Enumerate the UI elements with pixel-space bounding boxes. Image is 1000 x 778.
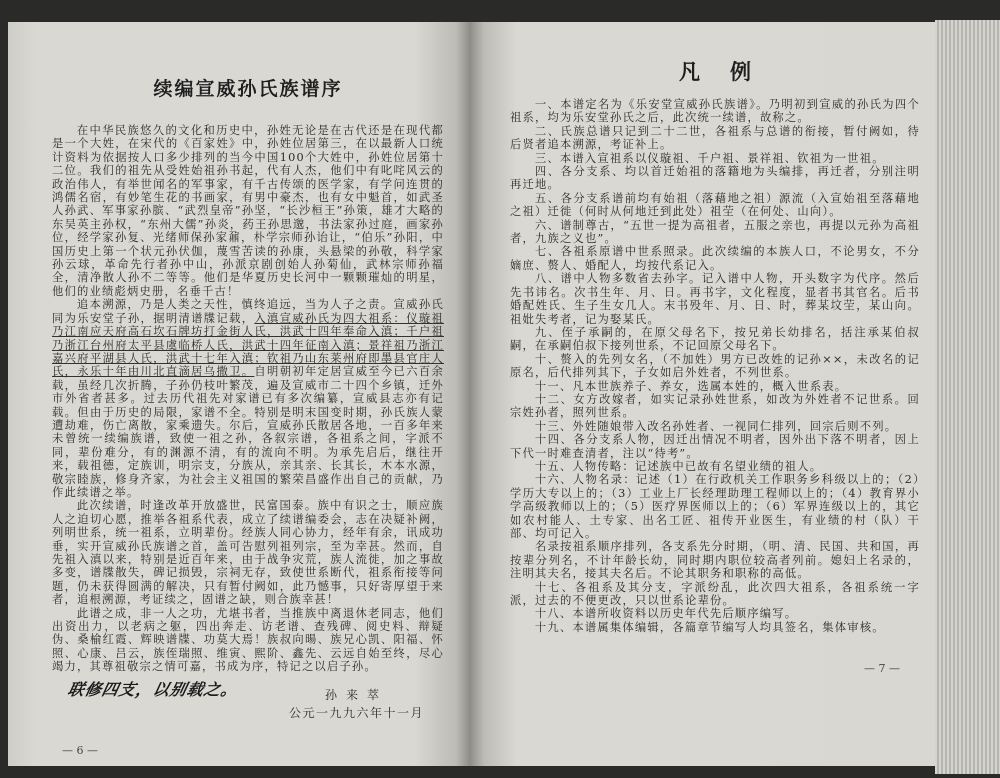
convention-item: 十一、凡本世族养子、养女，选属本姓的，概入世系表。 [534,379,848,393]
paragraph [52,298,444,499]
convention-item: 十、赘入的先列女名，（不加姓）男方已改姓的记孙××，未改名的记原名，后代排列其下，子女如启外姓者，不列世系。 [510,352,920,380]
convention-item: 十八、本谱所收资料以历史年代先后顺序编写。 [534,607,798,621]
paragraph: 在中华民族悠久的文化和历史中，孙姓无论是在古代还是在现代都是一个大姓，在宋代的《百家姓》中，孙姓位居第三，在以最新人口统计资料为依据按人口多少排列的当今中国100个大姓中，孙姓位居第十二位。我们的祖先从受姓始祖孙书起，代有人杰，他们中有叱咤风云的政治伟人，有举世闻名的军事家，有千古传颂的医学家，有学问连贯的鸿儒名宿，有妙笔生花的书画家，有男中豪杰，也有女中魁首，如武圣人孙武、军事家孙膑、“武烈皇帝”孙坚，“长沙桓王”孙策，雄才大略的东吴英主孙权，“东州大儒”孙炎，药王孙思邈，书法家孙过庭，画家孙位，经学家孙复、光绪师保孙家鼐，朴学宗师孙诒让，“伯乐”孙阳，中国历史上第一个状元孙伏伽，蔑雪苦读的孙康，头悬梁的孙敬，科学家孙云球，革命先行者孙中山，孙派京剧创始人孙菊仙，武林宗师孙福全，清净散人孙不二等等。他们是华夏历史长河中一颗颗璀灿的明星，他们的业绩彪炳史册，名垂千古！ [52,124,444,298]
sign-off [289,680,444,722]
convention-item: 九、侄子承嗣的，在原父母名下，按兄弟长幼排名，括注承某伯叔嗣，在承嗣伯叔下接列世系，不记回原父母名下。 [510,325,920,353]
convention-item: 五、各分支系谱前均有始祖（落藉地之祖）源流（入宣始祖至落藉地之祖）迁徙（何时从何地迁到此处）祖茔（在何处、山向）。 [510,191,920,219]
author-name: 孙来萃 [324,687,388,702]
right-page-content [510,58,920,690]
underlined-text: 入滇宣威孙氏为四大祖系：仪璇祖乃江南应天府高石坎石牌坊打金街人氏，洪武十四年奉命入滇；千户祖乃浙江台州府太平县虞临桥人氏，洪武十四年征南入滇；景祥祖乃浙江嘉兴府平湖县人氏，洪武十七年入滇；钦祖乃山东莱州府即墨县官庄人氏，永乐十年由川北直滴居乌撒卫。 [52,311,444,379]
signature-row [52,680,444,722]
convention-item: 一、本谱定名为《乐安堂宣威孙氏族谱》。乃明初到宣威的孙氏为四个祖系，均为乐安堂孙氏之后，此次统一续谱，故称之。 [510,98,920,125]
convention-item: 十五、人物传略：记述族中已故有名望业绩的祖人。 [534,459,823,473]
date: 公元一九九六年十一月 [288,705,424,720]
convention-item: 八、谱中人物多数省去孙字。记入谱中人物，开头数字为代序。然后先书讳名。次书生年、月、日。再书字，文化程度，显者书其官名。后书婚配姓氏、生子生女几人。末书殁年、月、日、时，葬某坟茔，某山向。祖妣失考者，记为娶某氏。 [510,272,920,326]
convention-item: 七、各祖系原谱中世系照录。此次续编的本族人口，不论男女，不分嫡庶、赘人、婚配人，均按代系记入。 [510,245,920,272]
preface-title: 续编宣威孙氏族谱序 [153,78,343,100]
paragraph-text: 追本溯源，乃是人类之天性，慎终追远，当为人子之责。宣威孙氏同为乐安堂子孙，据明清谱牒记载， [52,298,444,325]
convention-item: 十四、各分支系人物，因迁出情况不明者，因外出下落不明者，因上下代一时难查清者，注以“待考”。 [510,433,920,460]
convention-item: 二、氏族总谱只记到二十二世，各祖系与总谱的衔接，暂付阙如，待后贤者追本溯源，考证补上。 [510,124,920,152]
convention-item: 名录按祖系顺序排列，各支系先分时期，（明、清、民国、共和国，再按辈分列名，不计年龄长幼，同时期内职位较高者列前。媳妇上名录的，注明其夫名，接其夫名后。不论其职务和职称的高低。 [510,540,920,581]
convention-item: 四、各分支系、均以首迁始祖的落籍地为头编排，再迁者，分别注明再迁地。 [510,165,920,192]
convention-item: 六、谱制尊古，“五世一提为高祖者，五服之亲也，再提以元孙为高祖者，九族之义也”。 [510,218,920,246]
convention-item: 十六、人物名录：记述（1）在行政机关工作职务乡科级以上的；（2）学历大专以上的；（3）工业上厂长经理助理工程师以上的；（4）教育界小学高级教师以上的；（5）医疗界医师以上的；（6）军界连级以上的，其它如农村能人、土专家、出名工匠、祖传开业医生，有业绩的村（队）干部、均可记入。 [510,473,920,540]
handwritten-signature: 联修四支，以别载之。 [66,679,241,699]
convention-item: 十九、本谱属集体编辑，各篇章节编写人均具签名，集体审核。 [534,620,885,634]
page-number-left: — 6 — [62,743,98,757]
left-page-content [52,76,444,758]
paragraph: 此谱之成，非一人之功，尤堪书者，当推族中离退休老同志，他们出资出力，以老病之躯，四出奔走、访老谱、查残碑、阅史料、辩疑伪、桑榆红霞、辉映谱牒、功莫大焉！族叔向暘、族兄心凯、阳福、怀照、心康、吕云，族侄瑞照、维寅、熙阶、鑫先、云远自始至终，尽心竭力，其尊祖敬宗之情可嘉，书成为序，特记之以启子孙。 [52,606,444,674]
page-number-right: — 7 — [864,662,900,676]
conventions-list [510,98,920,634]
page-edges [935,20,1000,774]
preface-body [52,124,444,674]
conventions-title: 凡例 [679,59,781,84]
convention-item: 十二、女方改嫁者，如实记录孙姓世系，如改为外姓者不记世系。回宗姓孙者，照列世系。 [510,392,920,420]
convention-item: 十三、外姓随娘带入改名孙姓者、一视同仁排列，回宗后则不列。 [534,419,898,433]
convention-item: 三、本谱入宣祖系以仪璇祖、千户祖、景祥祖、钦祖为一世祖。 [534,151,885,165]
paragraph-text: 自明朝初年定居宣威至今已六百余载，虽经几次折腾，子孙仍枝叶繁茂，遍及宣威市二十四个乡镇，迁外市外省者甚多。过去历代祖先对家谱已有多次编纂，宣威县志亦有记载。但由于历史的局限，家谱不全。特别是明末国变时期，孙氏族人蒙遭劫难，伤亡离散，家乘遗失。尔后，宣威孙氏散居各地，一百多年来未曾统一续编族谱，致使一祖之孙，各叙宗谱，各祖系之间，字派不同，辈份难分，有的渊源不清，有的流向不明。为承先启后，继往开来，载祖德，定族训，明宗支，分族从，亲其亲、长其长，木本水源，敬宗睦族，修身齐家，为社会主义祖国的繁荣昌盛作出自己的贡献，乃作此续谱之举。 [52,365,444,499]
convention-item: 十七、各祖系及其分支，字派纷乱，此次四大祖系，各祖系统一字派，过去的不便更改，只以世系论辈份。 [510,580,920,608]
paragraph: 此次续谱，时逢改革开放盛世，民富国泰。族中有识之士，顺应族人之迫切心愿，推举各祖系代表，成立了续谱编委会，志在决疑补阙，列明世系，统一祖系，立明辈份。经族人同心协力，经年有余，讯成功垂，实开宣威孙氏族谱之首，盖可告慰列祖列宗，至为幸甚。然而，自先祖入滇以来，特别是近百年来，由于战争灾荒，族人流徙，加之事故多变，谱牒散失，碑记损毁，宗祠无存，致使世系断代，祖系衔接等问题，仍未获得圆满的解决，只有暂付阙如，此乃憾事，只好寄厚望于来者，追根溯源，考证续之，固谱之缺，则合族幸甚！ [52,499,444,607]
